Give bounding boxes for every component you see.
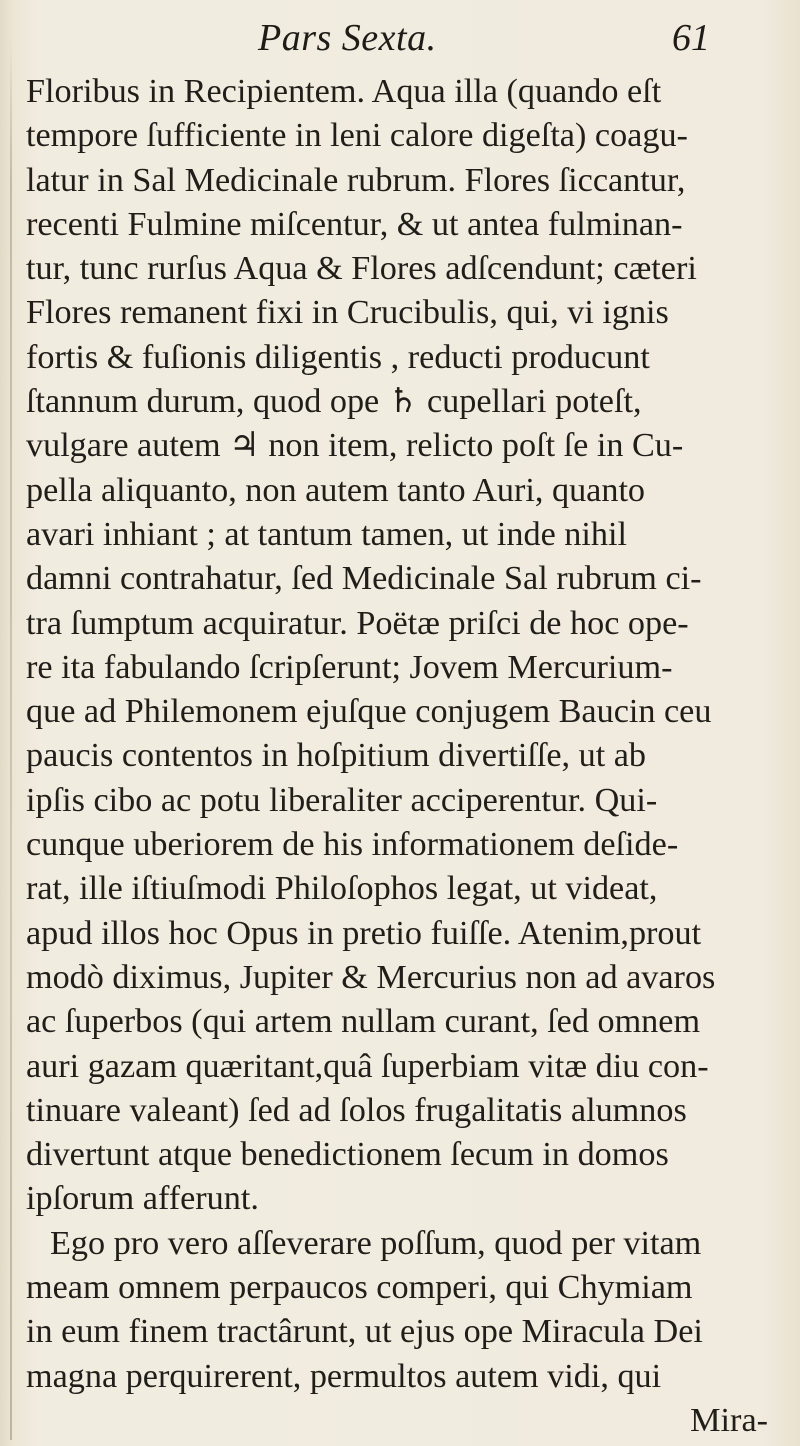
text-line: Flores remanent fixi in Crucibulis, qui, vi ignis	[26, 294, 669, 332]
text-line: que ad Philemonem ejuſque conjugem Baucin ceu	[26, 693, 712, 731]
text-line: cunque uberiorem de his informationem deſide-	[26, 826, 679, 864]
text-line: ſtannum durum, quod ope ♄ cupellari poteſt,	[26, 383, 642, 421]
text-line: pella aliquanto, non autem tanto Auri, quanto	[26, 471, 646, 509]
text-line: apud illos hoc Opus in pretio fuiſſe. Atenim,prout	[26, 914, 702, 952]
running-head: Pars Sexta.	[258, 17, 437, 59]
catchword: Mira-	[690, 1401, 768, 1439]
text-line: recenti Fulmine miſcentur, & ut antea fulminan-	[26, 205, 683, 243]
page-header	[0, 4, 800, 60]
text-line: re ita fabulando ſcripſerunt; Jovem Mercurium-	[26, 648, 673, 686]
text-line: Floribus in Recipientem. Aqua illa (quando eſt	[26, 73, 662, 110]
text-line: modò diximus, Jupiter & Mercurius non ad avaros	[26, 958, 716, 996]
text-line: fortis & fuſionis diligentis , reducti producunt	[26, 338, 650, 376]
text-line: vulgare autem ♃ non item, relicto poſt ſe in Cu-	[26, 427, 684, 465]
text-line: ipſorum afferunt.	[26, 1180, 259, 1218]
text-line: paucis contentos in hoſpitium divertiſſe, ut ab	[26, 737, 647, 775]
text-line: tinuare valeant) ſed ad ſolos frugalitatis alumnos	[26, 1091, 687, 1129]
text-line: tur, tunc rurſus Aqua & Flores adſcendunt; cæteri	[26, 250, 697, 288]
binding-gutter	[10, 40, 12, 1440]
text-line: avari inhiant ; at tantum tamen, ut inde nihil	[26, 515, 627, 553]
text-line: tra ſumptum acquiratur. Poëtæ priſci de hoc ope-	[26, 604, 689, 642]
text-line: rat, ille iſtiuſmodi Philoſophos legat, ut videat,	[26, 870, 658, 908]
text-line: ac ſuperbos (qui artem nullam curant, ſed omnem	[26, 1003, 701, 1041]
body-text	[26, 70, 786, 1443]
paragraph-first-line: Ego pro vero aſſeverare poſſum, quod per vitam	[50, 1224, 702, 1262]
text-line: magna perquirerent, permultos autem vidi, qui	[26, 1357, 662, 1395]
text-line: auri gazam quæritant,quâ ſuperbiam vitæ diu con-	[26, 1047, 709, 1085]
text-line: latur in Sal Medicinale rubrum. Flores ſiccantur,	[26, 161, 686, 199]
page-number: 61	[672, 17, 710, 59]
text-line: tempore ſufficiente in leni calore digeſta) coagu-	[26, 117, 688, 155]
text-line: divertunt atque benedictionem ſecum in domos	[26, 1136, 669, 1174]
text-line: damni contrahatur, ſed Medicinale Sal rubrum ci-	[26, 560, 702, 598]
text-line: in eum finem tractârunt, ut ejus ope Miracula Dei	[26, 1313, 703, 1351]
text-line: ipſis cibo ac potu liberaliter acciperentur. Qui-	[26, 781, 658, 819]
text-line: meam omnem perpaucos comperi, qui Chymiam	[26, 1269, 693, 1307]
